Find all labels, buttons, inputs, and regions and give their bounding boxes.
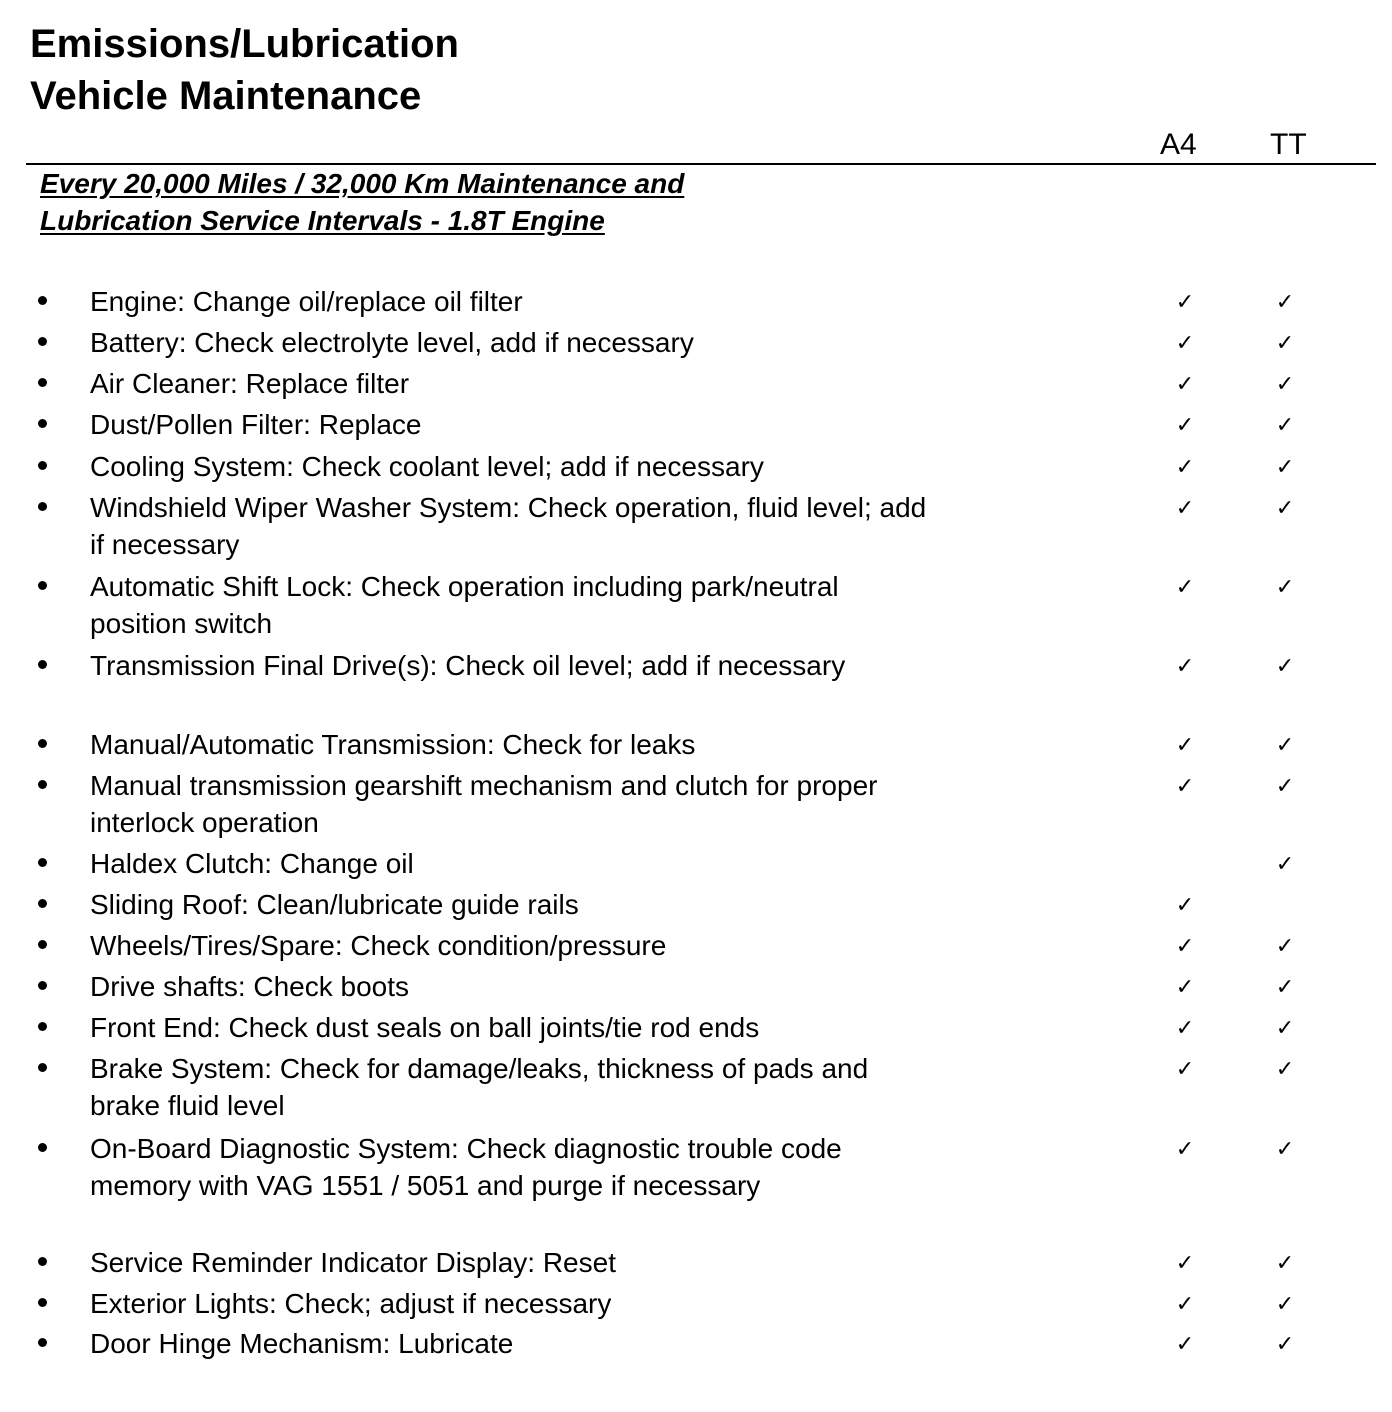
a4-check-icon: ✓ xyxy=(1175,495,1195,520)
a4-check-icon: ✓ xyxy=(1175,773,1195,798)
a4-check-icon: ✓ xyxy=(1175,454,1195,479)
tt-check-icon: ✓ xyxy=(1275,851,1295,876)
bullet-icon xyxy=(38,419,47,428)
section-heading-line-1: Every 20,000 Miles / 32,000 Km Maintenance and xyxy=(40,168,685,199)
a4-check-icon: ✓ xyxy=(1175,1291,1195,1316)
bullet-icon xyxy=(38,337,47,346)
bullet-icon xyxy=(38,296,47,305)
bullet-icon xyxy=(38,1063,47,1072)
tt-check-icon: ✓ xyxy=(1275,289,1295,314)
tt-check-icon: ✓ xyxy=(1275,1015,1295,1040)
tt-check-icon: ✓ xyxy=(1275,773,1295,798)
column-header-a4: A4 xyxy=(1160,128,1197,161)
tt-check-icon: ✓ xyxy=(1275,371,1295,396)
a4-check-icon: ✓ xyxy=(1175,1331,1195,1356)
tt-check-icon: ✓ xyxy=(1275,1331,1295,1356)
page-title-line-2: Vehicle Maintenance xyxy=(30,74,422,118)
bullet-icon xyxy=(38,780,47,789)
maintenance-item-text: Dust/Pollen Filter: Replace xyxy=(90,409,422,440)
maintenance-item-text: Service Reminder Indicator Display: Reset xyxy=(90,1247,616,1278)
a4-check-icon: ✓ xyxy=(1175,933,1195,958)
bullet-icon xyxy=(38,378,47,387)
tt-check-icon: ✓ xyxy=(1275,1136,1295,1161)
tt-check-icon: ✓ xyxy=(1275,653,1295,678)
maintenance-item-text: Brake System: Check for damage/leaks, thickness of pads and brake fluid level xyxy=(90,1053,869,1121)
tt-check-icon: ✓ xyxy=(1275,412,1295,437)
a4-check-icon: ✓ xyxy=(1175,330,1195,355)
bullet-icon xyxy=(38,981,47,990)
section-heading-line-2: Lubrication Service Intervals - 1.8T Engine xyxy=(40,205,605,236)
maintenance-item-text: Battery: Check electrolyte level, add if necessary xyxy=(90,327,694,358)
tt-check-icon: ✓ xyxy=(1275,732,1295,757)
bullet-icon xyxy=(38,940,47,949)
a4-check-icon: ✓ xyxy=(1175,892,1195,917)
tt-check-icon: ✓ xyxy=(1275,1291,1295,1316)
bullet-icon xyxy=(38,581,47,590)
bullet-icon xyxy=(38,660,47,669)
a4-check-icon: ✓ xyxy=(1175,371,1195,396)
a4-check-icon: ✓ xyxy=(1175,289,1195,314)
bullet-icon xyxy=(38,1022,47,1031)
bullet-icon xyxy=(38,1143,47,1152)
a4-check-icon: ✓ xyxy=(1175,653,1195,678)
tt-check-icon: ✓ xyxy=(1275,574,1295,599)
maintenance-item-text: Door Hinge Mechanism: Lubricate xyxy=(90,1328,514,1359)
bullet-icon xyxy=(38,461,47,470)
maintenance-item-text: Haldex Clutch: Change oil xyxy=(90,848,414,879)
a4-check-icon: ✓ xyxy=(1175,1056,1195,1081)
maintenance-item-text: Transmission Final Drive(s): Check oil level; add if necessary xyxy=(90,650,846,681)
a4-check-icon: ✓ xyxy=(1175,412,1195,437)
maintenance-item-text: Cooling System: Check coolant level; add if necessary xyxy=(90,451,764,482)
tt-check-icon: ✓ xyxy=(1275,454,1295,479)
bullet-icon xyxy=(38,1298,47,1307)
maintenance-item-text: Wheels/Tires/Spare: Check condition/pressure xyxy=(90,930,667,961)
maintenance-item-text: Windshield Wiper Washer System: Check operation, fluid level; add if necessary xyxy=(90,492,927,560)
bullet-icon xyxy=(38,1338,47,1347)
tt-check-icon: ✓ xyxy=(1275,1250,1295,1275)
maintenance-item-text: Engine: Change oil/replace oil filter xyxy=(90,286,523,317)
tt-check-icon: ✓ xyxy=(1275,330,1295,355)
bullet-icon xyxy=(38,502,47,511)
maintenance-item-text: Manual/Automatic Transmission: Check for leaks xyxy=(90,729,696,760)
bullet-icon xyxy=(38,899,47,908)
tt-check-icon: ✓ xyxy=(1275,1056,1295,1081)
header-divider xyxy=(26,163,1376,165)
bullet-icon xyxy=(38,858,47,867)
tt-check-icon: ✓ xyxy=(1275,495,1295,520)
maintenance-item-text: Manual transmission gearshift mechanism and clutch for proper interlock operation xyxy=(90,770,878,838)
maintenance-item-text: Front End: Check dust seals on ball joints/tie rod ends xyxy=(90,1012,760,1043)
bullet-icon xyxy=(38,739,47,748)
tt-check-icon: ✓ xyxy=(1275,933,1295,958)
maintenance-item-text: Drive shafts: Check boots xyxy=(90,971,410,1002)
maintenance-item-text: On-Board Diagnostic System: Check diagnostic trouble code memory with VAG 1551 / 5051 and purge if necessary xyxy=(90,1133,842,1201)
column-header-tt: TT xyxy=(1270,128,1307,161)
maintenance-item-text: Exterior Lights: Check; adjust if necessary xyxy=(90,1288,612,1319)
a4-check-icon: ✓ xyxy=(1175,1250,1195,1275)
a4-check-icon: ✓ xyxy=(1175,1015,1195,1040)
tt-check-icon: ✓ xyxy=(1275,974,1295,999)
bullet-icon xyxy=(38,1257,47,1266)
maintenance-item-text: Sliding Roof: Clean/lubricate guide rails xyxy=(90,889,579,920)
a4-check-icon: ✓ xyxy=(1175,974,1195,999)
maintenance-item-text: Automatic Shift Lock: Check operation including park/neutral position switch xyxy=(90,571,839,639)
maintenance-item-text: Air Cleaner: Replace filter xyxy=(90,368,410,399)
page-title-line-1: Emissions/Lubrication xyxy=(30,22,459,66)
a4-check-icon: ✓ xyxy=(1175,732,1195,757)
a4-check-icon: ✓ xyxy=(1175,574,1195,599)
a4-check-icon: ✓ xyxy=(1175,1136,1195,1161)
